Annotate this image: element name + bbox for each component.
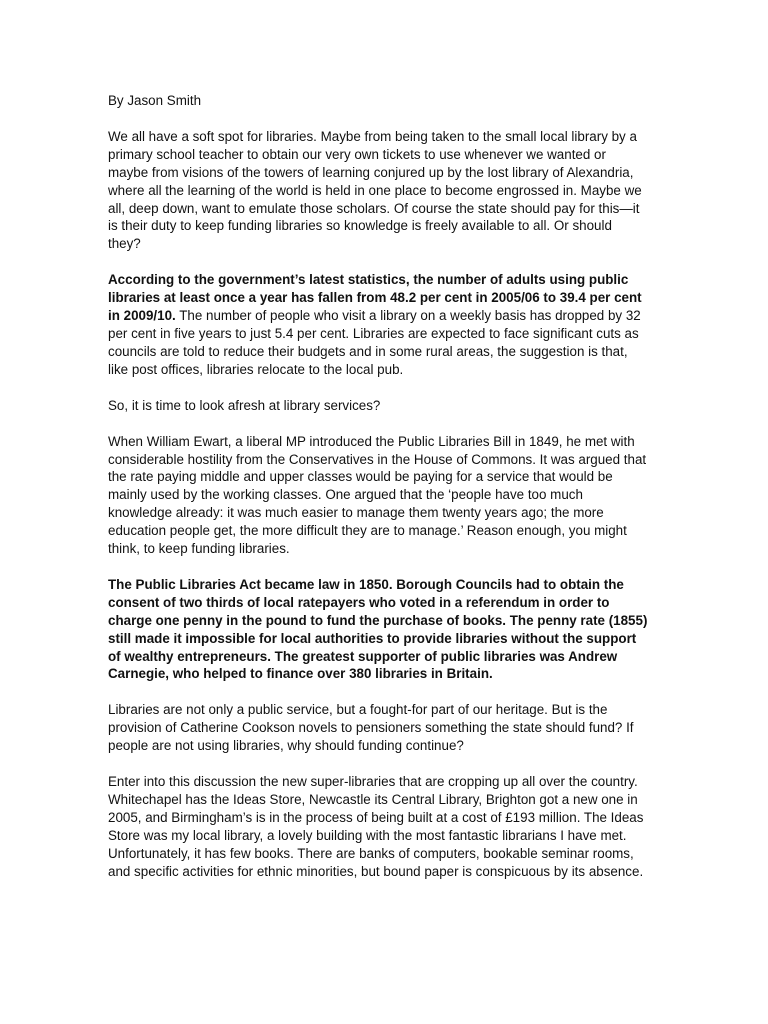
paragraph-history: When William Ewart, a liberal MP introduced the Public Libraries Bill in 1849, he met with considerable hostility from the Conservatives in the House of Commons. It was argued that the rate paying middle and upper classes would be paying for a service that would be mainly used by the working classes. One argued that the ‘people have too much knowledge already: it was much easier to manage them twenty years ago; the more education people get, the more difficult they are to manage.’ Reason enough, you might think, to keep funding libraries. — [108, 433, 647, 557]
statistics-text: The number of people who visit a library on a weekly basis has dropped by 32 per cent in five years to just 5.4 per cent. Libraries are expected to face significant cuts as councils are told to reduce their budgets and in some rural areas, the suggestion is that, like post offices, libraries relocate to the local pub. — [108, 308, 641, 377]
paragraph-heritage: Libraries are not only a public service, but a fought-for part of our heritage. But is the provision of Catherine Cookson novels to pensioners something the state should fund? If people are not using libraries, why should funding continue? — [108, 702, 634, 754]
paragraph-super-libraries: Enter into this discussion the new super-libraries that are cropping up all over the country. Whitechapel has the Ideas Store, Newcastle its Central Library, Brighton got a new one in 2005, and Birmingham’s is in the process of being built at a cost of £193 million. The Ideas Store was my local library, a lovely building with the most fantastic librarians I have met. Unfortunately, it has few books. There are banks of computers, bookable seminar rooms, and specific activities for ethnic minorities, but bound paper is conspicuous by its absence. — [108, 774, 644, 879]
paragraph-question: So, it is time to look afresh at library services? — [108, 397, 381, 413]
paragraph-intro: We all have a soft spot for libraries. Maybe from being taken to the small local library by a primary school teacher to obtain our very own tickets to use whenever we wanted or maybe from visions of the towers of learning conjured up by the lost library of Alexandria, where all the learning of the world is held in one place to become engrossed in. Maybe we all, deep down, want to emulate those scholars. Of course the state should pay for this—it is their duty to keep funding libraries so knowledge is freely available to all. Or should they? — [108, 128, 642, 252]
paragraph-libraries-act: The Public Libraries Act became law in 1850. Borough Councils had to obtain the consent of two thirds of local ratepayers who voted in a referendum in order to charge one penny in the pound to fund the purchase of books. The penny rate (1855) still made it impossible for local authorities to provide libraries without the support of wealthy entrepreneurs. The greatest supporter of public libraries was Andrew Carnegie, who helped to finance over 380 libraries in Britain. — [108, 576, 648, 682]
byline: By Jason Smith — [108, 93, 202, 108]
statistics-bold-text: According to the government’s latest statistics, the number of adults using public libraries at least once a year has fallen from 48.2 per cent in 2005/06 to 39.4 per cent in 2009/10. — [108, 272, 642, 324]
document-page — [108, 92, 648, 899]
paragraph-statistics — [108, 271, 648, 378]
